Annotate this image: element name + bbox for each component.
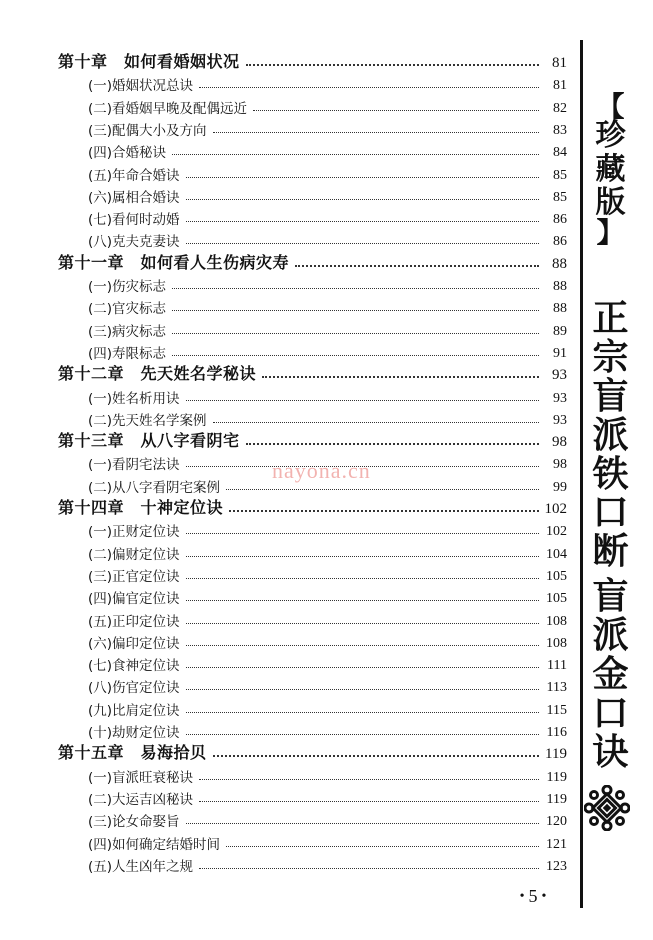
- toc-chapter-row: [58, 741, 567, 763]
- toc-section-row: [88, 340, 567, 362]
- toc-section-row: [88, 630, 567, 652]
- toc-entry-title: (三)正官定位诀: [88, 568, 180, 585]
- toc-entry-page: 102: [546, 524, 567, 540]
- toc-entry-title: (三)配偶大小及方向: [88, 122, 207, 139]
- toc-leader-dots: [186, 221, 539, 222]
- toc-chapter-row: [58, 50, 567, 72]
- toc-entry-page: 86: [553, 234, 567, 250]
- toc-entry-title: 第十四章 十神定位诀: [58, 498, 224, 517]
- toc-leader-dots: [172, 310, 539, 311]
- edition-bracket-open: 【: [596, 90, 625, 123]
- toc-entry-page: 113: [546, 680, 567, 696]
- toc-entry-title: (四)偏官定位诀: [88, 591, 180, 608]
- toc-leader-dots: [172, 154, 539, 155]
- toc-section-row: [88, 831, 567, 853]
- toc-entry-page: 119: [546, 791, 567, 807]
- toc-entry-title: 第十章 如何看婚姻状况: [58, 52, 240, 71]
- toc-section-row: [88, 95, 567, 117]
- toc-section-row: [88, 184, 567, 206]
- toc-section-row: [88, 719, 567, 741]
- toc-section-row: [88, 295, 567, 317]
- knot-ornament-icon: [584, 785, 630, 831]
- toc-leader-dots: [186, 600, 539, 601]
- toc-entry-title: (十)劫财定位诀: [88, 725, 180, 741]
- toc-entry-page: 81: [553, 78, 567, 94]
- toc-entry-title: (一)正财定位诀: [88, 524, 180, 541]
- toc-section-row: [88, 786, 567, 808]
- edition-text: 珍 藏 版: [595, 118, 626, 221]
- toc-entry-page: 98: [553, 457, 567, 473]
- toc-leader-dots: [186, 734, 539, 735]
- toc-section-row: [88, 563, 567, 585]
- toc-section-row: [88, 518, 567, 540]
- toc-leader-dots: [213, 755, 539, 757]
- toc-entry-page: 108: [546, 613, 567, 629]
- toc-entry-title: (一)姓名析用诀: [88, 390, 180, 407]
- toc-leader-dots: [199, 87, 539, 88]
- toc-section-row: [88, 273, 567, 295]
- toc-leader-dots: [172, 355, 539, 356]
- page-number-dot-right: •: [541, 889, 547, 904]
- toc-entry-page: 99: [553, 479, 567, 495]
- toc-entry-page: 86: [553, 212, 567, 228]
- toc-leader-dots: [262, 376, 539, 378]
- toc-section-row: [88, 206, 567, 228]
- toc-entry-title: (五)年命合婚诀: [88, 167, 180, 184]
- toc-entry-title: (二)官灾标志: [88, 301, 167, 318]
- toc-entry-page: 108: [546, 635, 567, 651]
- toc-leader-dots: [186, 199, 539, 200]
- toc-leader-dots: [199, 868, 539, 869]
- toc-entry-page: 89: [553, 323, 567, 339]
- toc-leader-dots: [186, 623, 539, 624]
- toc-section-row: [88, 541, 567, 563]
- toc-entry-title: (三)病灾标志: [88, 323, 167, 340]
- page-number-value: 5: [528, 886, 538, 906]
- toc-leader-dots: [246, 64, 539, 66]
- toc-entry-page: 88: [553, 301, 567, 317]
- toc-entry-title: (五)正印定位诀: [88, 613, 180, 630]
- toc-entry-page: 116: [546, 725, 567, 740]
- toc-leader-dots: [229, 510, 538, 512]
- toc-section-row: [88, 585, 567, 607]
- toc-entry-title: 第十三章 从八字看阴宅: [58, 431, 240, 451]
- toc-section-row: [88, 697, 567, 719]
- toc-section-row: [88, 385, 567, 407]
- toc-entry-title: (七)看何时动婚: [88, 212, 180, 229]
- toc-entry-page: 85: [553, 189, 567, 205]
- toc-section-row: [88, 117, 567, 139]
- toc-entry-title: (七)食神定位诀: [88, 658, 180, 675]
- toc-entry-title: (二)从八字看阴宅案例: [88, 479, 221, 496]
- toc-entry-title: (一)婚姻状况总诀: [88, 78, 194, 95]
- toc-entry-page: 98: [552, 434, 567, 451]
- toc-entry-page: 105: [546, 591, 567, 607]
- toc-entry-page: 83: [553, 122, 567, 138]
- toc-leader-dots: [226, 846, 539, 847]
- toc-leader-dots: [226, 489, 539, 490]
- toc-section-row: [88, 652, 567, 674]
- toc-entry-page: 91: [553, 345, 567, 361]
- toc-section-row: [88, 853, 567, 875]
- toc-section-row: [88, 407, 567, 429]
- toc-chapter-row: [58, 251, 567, 273]
- toc-section-row: [88, 139, 567, 161]
- toc-entry-title: (二)大运吉凶秘诀: [88, 791, 194, 808]
- toc-leader-dots: [186, 177, 539, 178]
- toc-section-row: [88, 764, 567, 786]
- toc-entry-page: 88: [553, 279, 567, 294]
- toc-section-row: [88, 608, 567, 630]
- toc-entry-page: 88: [552, 255, 567, 272]
- toc-entry-page: 111: [547, 658, 567, 674]
- toc-chapter-row: [58, 362, 567, 384]
- toc-leader-dots: [199, 801, 539, 802]
- toc-entry-title: (四)如何确定结婚时间: [88, 836, 221, 853]
- toc-leader-dots: [186, 667, 539, 668]
- toc-section-row: [88, 162, 567, 184]
- toc-entry-title: 第十五章 易海拾贝: [58, 743, 207, 763]
- series-title-secondary: 盲 派 金 口 诀: [592, 576, 629, 773]
- toc-entry-page: 123: [546, 858, 567, 874]
- toc-entry-page: 120: [546, 814, 567, 830]
- toc-entry-title: (五)人生凶年之规: [88, 858, 194, 875]
- toc-entry-page: 102: [544, 501, 567, 517]
- toc-chapter-row: [58, 429, 567, 451]
- toc-entry-title: (一)盲派旺衰秘诀: [88, 769, 194, 786]
- toc-entry-title: 第十二章 先天姓名学秘诀: [58, 364, 257, 384]
- toc-leader-dots: [213, 132, 539, 133]
- toc-section-row: [88, 72, 567, 94]
- toc-leader-dots: [186, 578, 539, 579]
- toc-entry-title: (二)先天姓名学案例: [88, 412, 207, 429]
- toc-entry-page: 85: [553, 167, 567, 183]
- toc-section-row: [88, 228, 567, 250]
- toc-leader-dots: [213, 422, 539, 423]
- toc-section-row: [88, 318, 567, 340]
- toc-entry-title: (二)偏财定位诀: [88, 546, 180, 563]
- toc-entry-page: 93: [553, 390, 567, 406]
- toc-section-row: [88, 808, 567, 830]
- toc-entry-title: (一)伤灾标志: [88, 279, 167, 295]
- toc-leader-dots: [253, 110, 539, 111]
- toc-section-row: [88, 674, 567, 696]
- toc-leader-dots: [172, 333, 539, 334]
- toc-entry-page: 119: [546, 769, 567, 785]
- page-number-dot-left: •: [519, 889, 525, 904]
- toc-leader-dots: [186, 533, 539, 534]
- toc-entry-page: 93: [553, 412, 567, 428]
- toc-entry-title: (八)克夫克妻诀: [88, 234, 180, 251]
- toc-entry-title: (九)比肩定位诀: [88, 702, 180, 719]
- toc-entry-title: (六)属相合婚诀: [88, 189, 180, 206]
- toc-entry-title: 第十一章 如何看人生伤病灾寿: [58, 252, 290, 272]
- toc-leader-dots: [186, 243, 539, 244]
- toc-leader-dots: [172, 288, 539, 289]
- toc-leader-dots: [199, 779, 539, 780]
- toc-leader-dots: [186, 556, 539, 557]
- toc-entry-page: 84: [553, 145, 567, 161]
- toc-leader-dots: [295, 265, 539, 267]
- toc-entry-title: (八)伤官定位诀: [88, 680, 180, 697]
- toc-entry-page: 82: [553, 100, 567, 116]
- toc-entry-page: 93: [552, 367, 567, 384]
- toc-chapter-row: [58, 496, 567, 518]
- watermark: nayona.cn: [272, 458, 371, 483]
- toc-entry-title: (四)合婚秘诀: [88, 145, 167, 162]
- toc-entry-page: 121: [546, 836, 567, 852]
- toc-leader-dots: [186, 645, 539, 646]
- toc-entry-page: 119: [545, 746, 567, 763]
- edition-bracket-close: 】: [596, 215, 625, 249]
- toc-entry-title: (三)论女命娶旨: [88, 814, 180, 831]
- toc-leader-dots: [186, 712, 539, 713]
- toc-entry-page: 115: [546, 702, 567, 718]
- toc-entry-title: (四)寿限标志: [88, 345, 167, 362]
- toc-leader-dots: [186, 823, 539, 824]
- page-number: [508, 886, 558, 908]
- toc-entry-page: 81: [552, 55, 567, 71]
- toc-entry-page: 105: [546, 568, 567, 584]
- toc-entry-title: (一)看阴宅法诀: [88, 457, 180, 474]
- toc-entry-title: (六)偏印定位诀: [88, 635, 180, 652]
- toc-leader-dots: [186, 689, 539, 690]
- toc-leader-dots: [246, 443, 539, 445]
- edition-label: [583, 90, 638, 249]
- toc-entry-page: 104: [546, 546, 567, 562]
- toc-leader-dots: [186, 400, 539, 401]
- toc-entry-title: (二)看婚姻早晚及配偶远近: [88, 100, 248, 117]
- series-title-primary: 正 宗 盲 派 铁 口 断: [592, 298, 629, 573]
